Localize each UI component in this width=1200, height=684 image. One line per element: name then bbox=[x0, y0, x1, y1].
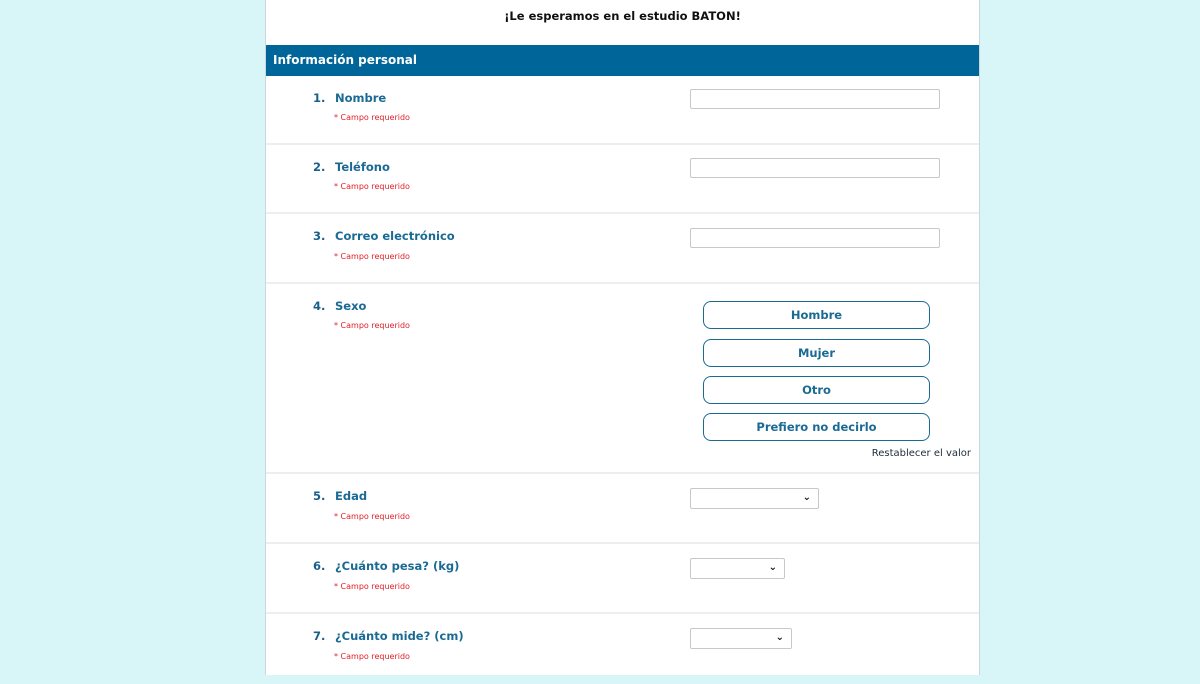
question-altura bbox=[266, 614, 979, 684]
question-label: Nombre bbox=[335, 91, 387, 105]
question-edad bbox=[266, 474, 979, 544]
chevron-down-icon: ⌄ bbox=[802, 492, 811, 503]
question-label: Sexo bbox=[335, 299, 367, 313]
required-note: * Campo requerido bbox=[334, 113, 410, 122]
question-label: Correo electrónico bbox=[335, 229, 455, 243]
question-number: 7. bbox=[313, 629, 326, 643]
question-label: Teléfono bbox=[335, 160, 390, 174]
question-number: 1. bbox=[313, 91, 326, 105]
survey-page bbox=[265, 0, 980, 675]
required-note: * Campo requerido bbox=[334, 652, 410, 661]
chevron-down-icon: ⌄ bbox=[768, 562, 777, 573]
question-number: 5. bbox=[313, 489, 326, 503]
option-prefiero-no-decirlo[interactable]: Prefiero no decirlo bbox=[703, 413, 930, 441]
question-number: 3. bbox=[313, 229, 326, 243]
nombre-input[interactable] bbox=[690, 89, 940, 109]
question-nombre bbox=[266, 76, 979, 145]
question-label: ¿Cuánto pesa? (kg) bbox=[335, 559, 460, 573]
section-header: Información personal bbox=[266, 45, 979, 76]
question-sexo bbox=[266, 284, 979, 474]
question-peso bbox=[266, 544, 979, 614]
option-otro[interactable]: Otro bbox=[703, 376, 930, 404]
question-label: ¿Cuánto mide? (cm) bbox=[335, 629, 464, 643]
option-hombre[interactable]: Hombre bbox=[703, 301, 930, 329]
edad-select[interactable] bbox=[690, 488, 819, 509]
welcome-message: ¡Le esperamos en el estudio BATON! bbox=[504, 8, 741, 23]
required-note: * Campo requerido bbox=[334, 582, 410, 591]
option-mujer[interactable]: Mujer bbox=[703, 339, 930, 367]
question-telefono bbox=[266, 145, 979, 214]
required-note: * Campo requerido bbox=[334, 512, 410, 521]
required-note: * Campo requerido bbox=[334, 182, 410, 191]
question-number: 6. bbox=[313, 559, 326, 573]
reset-value-link[interactable]: Restablecer el valor bbox=[871, 448, 971, 459]
peso-select[interactable] bbox=[690, 558, 785, 579]
required-note: * Campo requerido bbox=[334, 321, 410, 330]
question-label: Edad bbox=[335, 489, 368, 503]
chevron-down-icon: ⌄ bbox=[775, 632, 784, 643]
telefono-input[interactable] bbox=[690, 158, 940, 178]
correo-input[interactable] bbox=[690, 228, 940, 248]
altura-select[interactable] bbox=[690, 628, 792, 649]
required-note: * Campo requerido bbox=[334, 252, 410, 261]
question-number: 4. bbox=[313, 299, 326, 313]
question-number: 2. bbox=[313, 160, 326, 174]
question-correo bbox=[266, 214, 979, 284]
